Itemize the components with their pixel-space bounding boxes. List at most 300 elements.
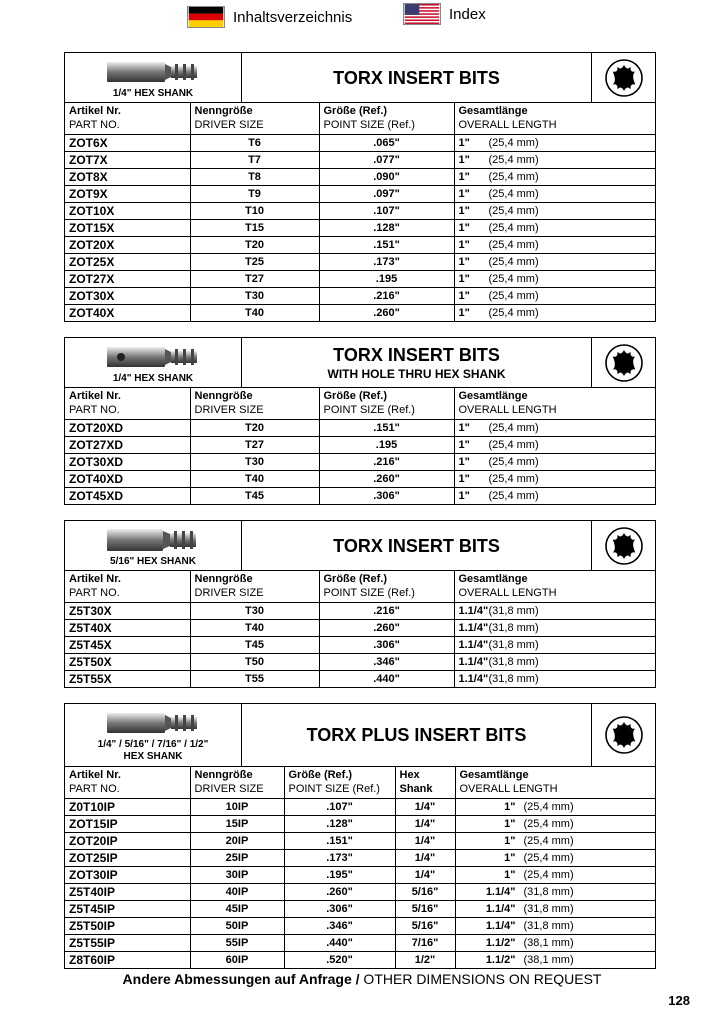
part-number-cell: ZOT25IP: [65, 849, 190, 866]
overall-length-cell: [455, 917, 655, 934]
point-size-cell: .260": [319, 619, 454, 636]
hex-shank-cell: 1/2": [395, 951, 455, 968]
nav-link-inhaltsverzeichnis[interactable]: [187, 6, 352, 28]
driver-size-cell: T30: [190, 287, 319, 304]
header-part-no: [65, 388, 190, 419]
point-size-cell: .151": [284, 832, 395, 849]
section-title: TORX INSERT BITS: [333, 535, 500, 556]
part-number-cell: ZOT27X: [65, 270, 190, 287]
length-inch: 1": [458, 289, 470, 302]
part-number-cell: ZOT27XD: [65, 436, 190, 453]
table-row: [65, 287, 655, 304]
driver-size-cell: T50: [190, 653, 319, 670]
point-size-cell: .107": [284, 798, 395, 815]
length-mm: (25,4 mm): [488, 306, 539, 319]
header-overall-length-de: Gesamtlänge: [458, 573, 528, 585]
table-row: [65, 883, 655, 900]
driver-size-cell: 15IP: [190, 815, 284, 832]
length-inch: 1": [458, 255, 470, 268]
length-inch: 1.1/4": [485, 885, 516, 898]
overall-length-cell: [454, 287, 655, 304]
bit-image-cell: [65, 338, 242, 387]
overall-length-cell: [454, 270, 655, 287]
length-mm: (38,1 mm): [523, 953, 574, 966]
torx-logo-cell: [591, 521, 655, 570]
point-size-cell: .195": [284, 866, 395, 883]
header-part-no: [65, 571, 190, 602]
shank-label: 1/4" HEX SHANK: [112, 88, 194, 99]
overall-length-cell: [455, 798, 655, 815]
part-number-cell: Z5T50IP: [65, 917, 190, 934]
length-mm: (25,4 mm): [488, 438, 539, 451]
part-number-cell: Z5T45IP: [65, 900, 190, 917]
part-number-cell: Z5T30X: [65, 602, 190, 619]
header-point-size-de: Größe (Ref.): [323, 573, 388, 585]
part-number-cell: ZOT40XD: [65, 470, 190, 487]
point-size-cell: .077": [319, 151, 454, 168]
length-mm: (25,4 mm): [488, 238, 539, 251]
overall-length-cell: [454, 670, 655, 687]
header-driver-size-de: Nenngröße: [194, 390, 253, 402]
overall-length-cell: [455, 815, 655, 832]
length-inch: 1": [504, 834, 516, 847]
table-row: [65, 202, 655, 219]
point-size-cell: .216": [319, 602, 454, 619]
top-navigation: [0, 6, 724, 32]
section-title-block: [242, 521, 591, 570]
length-inch: 1.1/2": [485, 936, 516, 949]
table-header-row: [65, 103, 655, 134]
driver-size-cell: T30: [190, 453, 319, 470]
length-mm: (31,8 mm): [488, 672, 539, 685]
header-part-no-de: Artikel Nr.: [69, 390, 121, 402]
length-mm: (31,8 mm): [523, 902, 574, 915]
header-point-size-en: POINT SIZE (Ref.): [323, 587, 415, 599]
length-inch: 1": [458, 438, 470, 451]
section-title: TORX INSERT BITS: [333, 344, 500, 365]
driver-size-cell: 45IP: [190, 900, 284, 917]
header-overall-length-de: Gesamtlänge: [458, 105, 528, 117]
header-point-size-en: POINT SIZE (Ref.): [288, 783, 380, 795]
section-torx-insert-bits-quarter: [64, 52, 656, 322]
header-driver-size: [190, 388, 319, 419]
length-inch: 1": [458, 472, 470, 485]
length-mm: (31,8 mm): [488, 621, 539, 634]
driver-size-cell: 40IP: [190, 883, 284, 900]
header-point-size-de: Größe (Ref.): [288, 769, 353, 781]
driver-size-cell: T27: [190, 436, 319, 453]
part-number-cell: ZOT30XD: [65, 453, 190, 470]
shank-label: [65, 739, 241, 763]
part-number-cell: ZOT10X: [65, 202, 190, 219]
header-driver-size: [190, 767, 284, 798]
shank-label: 5/16" HEX SHANK: [110, 556, 196, 567]
table-row: [65, 436, 655, 453]
header-driver-size-en: DRIVER SIZE: [194, 587, 264, 599]
nav-label-english: Index: [449, 5, 486, 23]
table-row: [65, 134, 655, 151]
part-number-cell: Z5T45X: [65, 636, 190, 653]
point-size-cell: .195: [319, 270, 454, 287]
table-row: [65, 151, 655, 168]
overall-length-cell: [455, 849, 655, 866]
table-row: [65, 236, 655, 253]
point-size-cell: .216": [319, 287, 454, 304]
point-size-cell: .128": [284, 815, 395, 832]
section-title-block: [242, 338, 591, 387]
length-mm: (25,4 mm): [488, 289, 539, 302]
overall-length-cell: [455, 934, 655, 951]
header-overall-length: [455, 767, 655, 798]
length-inch: 1": [458, 238, 470, 251]
table-row: [65, 636, 655, 653]
point-size-cell: .260": [284, 883, 395, 900]
header-point-size-de: Größe (Ref.): [323, 390, 388, 402]
overall-length-cell: [454, 151, 655, 168]
length-mm: (25,4 mm): [488, 255, 539, 268]
overall-length-cell: [454, 470, 655, 487]
hex-shank-cell: 1/4": [395, 832, 455, 849]
point-size-cell: .090": [319, 168, 454, 185]
point-size-cell: .306": [284, 900, 395, 917]
point-size-cell: .107": [319, 202, 454, 219]
length-inch: 1": [458, 489, 470, 502]
header-driver-size-de: Nenngröße: [194, 105, 253, 117]
part-number-cell: ZOT9X: [65, 185, 190, 202]
length-mm: (25,4 mm): [488, 204, 539, 217]
length-mm: (31,8 mm): [523, 919, 574, 932]
length-mm: (25,4 mm): [488, 136, 539, 149]
part-number-cell: Z5T40X: [65, 619, 190, 636]
hex-shank-cell: 1/4": [395, 866, 455, 883]
nav-link-index[interactable]: [403, 3, 486, 25]
table-row: [65, 653, 655, 670]
torx-star-icon: [604, 715, 644, 755]
point-size-cell: .195: [319, 436, 454, 453]
length-inch: 1.1/2": [485, 953, 516, 966]
point-size-cell: .173": [319, 253, 454, 270]
driver-size-cell: 55IP: [190, 934, 284, 951]
table-row: [65, 917, 655, 934]
driver-size-cell: 20IP: [190, 832, 284, 849]
length-mm: (31,8 mm): [488, 655, 539, 668]
footer-note-german: Andere Abmessungen auf Anfrage /: [122, 971, 360, 987]
driver-size-cell: T20: [190, 236, 319, 253]
bit-image-cell: [65, 704, 242, 766]
part-number-cell: Z8T60IP: [65, 951, 190, 968]
driver-size-cell: T30: [190, 602, 319, 619]
footer-note-english: OTHER DIMENSIONS ON REQUEST: [359, 971, 602, 987]
table-row: [65, 253, 655, 270]
header-driver-size: [190, 103, 319, 134]
torx-star-icon: [604, 526, 644, 566]
hex-bit-icon: [105, 525, 200, 555]
parts-table: [65, 103, 655, 321]
overall-length-cell: [454, 619, 655, 636]
section-torx-plus-insert-bits: [64, 703, 656, 969]
torx-logo-cell: [591, 53, 655, 102]
point-size-cell: .173": [284, 849, 395, 866]
header-part-no-de: Artikel Nr.: [69, 573, 121, 585]
header-driver-size-en: DRIVER SIZE: [194, 783, 264, 795]
part-number-cell: ZOT7X: [65, 151, 190, 168]
table-row: [65, 487, 655, 504]
part-number-cell: ZOT15X: [65, 219, 190, 236]
overall-length-cell: [454, 219, 655, 236]
header-point-size: [319, 571, 454, 602]
table-row: [65, 619, 655, 636]
header-part-no: [65, 103, 190, 134]
part-number-cell: ZOT20IP: [65, 832, 190, 849]
length-inch: 1": [504, 817, 516, 830]
table-header-row: [65, 571, 655, 602]
length-mm: (31,8 mm): [488, 638, 539, 651]
table-row: [65, 815, 655, 832]
length-mm: (25,4 mm): [488, 272, 539, 285]
length-mm: (25,4 mm): [523, 868, 574, 881]
header-overall-length-en: OVERALL LENGTH: [459, 783, 558, 795]
length-inch: 1.1/4": [458, 638, 489, 651]
table-row: [65, 419, 655, 436]
length-mm: (25,4 mm): [488, 221, 539, 234]
part-number-cell: ZOT20X: [65, 236, 190, 253]
overall-length-cell: [454, 602, 655, 619]
header-point-size-en: POINT SIZE (Ref.): [323, 404, 415, 416]
part-number-cell: Z5T40IP: [65, 883, 190, 900]
german-flag-icon: [187, 6, 225, 28]
table-row: [65, 866, 655, 883]
torx-logo-cell: [591, 338, 655, 387]
driver-size-cell: T40: [190, 304, 319, 321]
section-title-block: [242, 53, 591, 102]
us-flag-icon: [403, 3, 441, 25]
length-inch: 1": [458, 204, 470, 217]
section-torx-insert-bits-hole: [64, 337, 656, 505]
header-part-no-de: Artikel Nr.: [69, 769, 121, 781]
part-number-cell: Z5T50X: [65, 653, 190, 670]
header-part-no-en: PART NO.: [69, 783, 120, 795]
point-size-cell: .128": [319, 219, 454, 236]
part-number-cell: Z0T10IP: [65, 798, 190, 815]
part-number-cell: ZOT20XD: [65, 419, 190, 436]
length-inch: 1": [458, 136, 470, 149]
section-subtitle: WITH HOLE THRU HEX SHANK: [327, 366, 506, 381]
torx-star-icon: [604, 343, 644, 383]
point-size-cell: .151": [319, 236, 454, 253]
parts-table: [65, 571, 655, 687]
shank-label: 1/4" HEX SHANK: [112, 373, 194, 384]
driver-size-cell: T45: [190, 487, 319, 504]
point-size-cell: .520": [284, 951, 395, 968]
driver-size-cell: T15: [190, 219, 319, 236]
hex-bit-icon: [105, 708, 200, 738]
header-point-size: [319, 103, 454, 134]
driver-size-cell: T8: [190, 168, 319, 185]
point-size-cell: .306": [319, 636, 454, 653]
length-mm: (25,4 mm): [523, 800, 574, 813]
header-part-no: [65, 767, 190, 798]
header-hex-shank: [395, 767, 455, 798]
torx-star-icon: [604, 58, 644, 98]
point-size-cell: .260": [319, 304, 454, 321]
length-inch: 1.1/4": [458, 604, 489, 617]
hex-bit-icon: [105, 57, 200, 87]
driver-size-cell: 60IP: [190, 951, 284, 968]
table-row: [65, 849, 655, 866]
driver-size-cell: T45: [190, 636, 319, 653]
header-hex-shank-de: Hex: [399, 769, 420, 781]
section-title: TORX PLUS INSERT BITS: [306, 725, 527, 745]
driver-size-cell: T9: [190, 185, 319, 202]
header-part-no-en: PART NO.: [69, 119, 120, 131]
part-number-cell: ZOT25X: [65, 253, 190, 270]
part-number-cell: Z5T55X: [65, 670, 190, 687]
length-inch: 1": [458, 272, 470, 285]
length-mm: (25,4 mm): [523, 834, 574, 847]
part-number-cell: ZOT8X: [65, 168, 190, 185]
point-size-cell: .065": [319, 134, 454, 151]
section-header: [65, 338, 655, 388]
length-inch: 1.1/4": [458, 655, 489, 668]
length-mm: (25,4 mm): [488, 421, 539, 434]
table-row: [65, 832, 655, 849]
header-driver-size-de: Nenngröße: [194, 573, 253, 585]
section-title: TORX INSERT BITS: [333, 67, 500, 88]
length-mm: (25,4 mm): [488, 170, 539, 183]
table-row: [65, 934, 655, 951]
overall-length-cell: [454, 202, 655, 219]
length-inch: 1.1/4": [485, 919, 516, 932]
length-inch: 1": [458, 221, 470, 234]
driver-size-cell: 10IP: [190, 798, 284, 815]
point-size-cell: .151": [319, 419, 454, 436]
header-driver-size-en: DRIVER SIZE: [194, 404, 264, 416]
overall-length-cell: [455, 951, 655, 968]
driver-size-cell: T40: [190, 470, 319, 487]
part-number-cell: ZOT40X: [65, 304, 190, 321]
table-header-row: [65, 388, 655, 419]
table-header-row: [65, 767, 655, 798]
header-part-no-de: Artikel Nr.: [69, 105, 121, 117]
length-mm: (31,8 mm): [523, 885, 574, 898]
overall-length-cell: [454, 436, 655, 453]
header-overall-length: [454, 571, 655, 602]
part-number-cell: ZOT45XD: [65, 487, 190, 504]
point-size-cell: .440": [319, 670, 454, 687]
hex-shank-cell: 1/4": [395, 849, 455, 866]
header-driver-size: [190, 571, 319, 602]
driver-size-cell: T6: [190, 134, 319, 151]
header-part-no-en: PART NO.: [69, 587, 120, 599]
driver-size-cell: T10: [190, 202, 319, 219]
length-mm: (25,4 mm): [488, 489, 539, 502]
section-header: [65, 521, 655, 571]
overall-length-cell: [455, 866, 655, 883]
table-row: [65, 453, 655, 470]
shank-label-line2: HEX SHANK: [123, 751, 183, 762]
header-hex-shank-en: Shank: [399, 783, 433, 795]
header-part-no-en: PART NO.: [69, 404, 120, 416]
header-point-size-en: POINT SIZE (Ref.): [323, 119, 415, 131]
length-inch: 1": [504, 851, 516, 864]
table-row: [65, 470, 655, 487]
header-driver-size-en: DRIVER SIZE: [194, 119, 264, 131]
driver-size-cell: T55: [190, 670, 319, 687]
length-mm: (25,4 mm): [523, 851, 574, 864]
length-inch: 1.1/4": [458, 672, 489, 685]
length-inch: 1": [458, 187, 470, 200]
length-mm: (38,1 mm): [523, 936, 574, 949]
length-mm: (31,8 mm): [488, 604, 539, 617]
parts-table: [65, 388, 655, 504]
overall-length-cell: [454, 168, 655, 185]
table-row: [65, 168, 655, 185]
section-header: [65, 53, 655, 103]
header-overall-length-en: OVERALL LENGTH: [458, 119, 557, 131]
table-row: [65, 304, 655, 321]
section-title-block: [242, 704, 591, 766]
page-number: 128: [668, 993, 690, 1008]
overall-length-cell: [454, 487, 655, 504]
table-row: [65, 270, 655, 287]
driver-size-cell: 50IP: [190, 917, 284, 934]
header-driver-size-de: Nenngröße: [194, 769, 253, 781]
length-inch: 1": [458, 170, 470, 183]
length-mm: (25,4 mm): [523, 817, 574, 830]
length-inch: 1": [504, 800, 516, 813]
part-number-cell: ZOT15IP: [65, 815, 190, 832]
parts-table: [65, 767, 655, 968]
driver-size-cell: T7: [190, 151, 319, 168]
point-size-cell: .260": [319, 470, 454, 487]
driver-size-cell: 25IP: [190, 849, 284, 866]
point-size-cell: .216": [319, 453, 454, 470]
driver-size-cell: T27: [190, 270, 319, 287]
footer-note: [0, 971, 724, 987]
header-overall-length-de: Gesamtlänge: [458, 390, 528, 402]
point-size-cell: .306": [319, 487, 454, 504]
overall-length-cell: [454, 304, 655, 321]
section-header: [65, 704, 655, 767]
driver-size-cell: T40: [190, 619, 319, 636]
part-number-cell: ZOT30IP: [65, 866, 190, 883]
length-mm: (25,4 mm): [488, 153, 539, 166]
hex-shank-cell: 5/16": [395, 900, 455, 917]
driver-size-cell: T20: [190, 419, 319, 436]
hex-shank-cell: 5/16": [395, 917, 455, 934]
table-row: [65, 670, 655, 687]
header-point-size-de: Größe (Ref.): [323, 105, 388, 117]
overall-length-cell: [455, 900, 655, 917]
overall-length-cell: [454, 453, 655, 470]
point-size-cell: .097": [319, 185, 454, 202]
length-mm: (25,4 mm): [488, 472, 539, 485]
header-overall-length-de: Gesamtlänge: [459, 769, 529, 781]
point-size-cell: .346": [284, 917, 395, 934]
table-row: [65, 900, 655, 917]
point-size-cell: .440": [284, 934, 395, 951]
header-point-size: [284, 767, 395, 798]
table-row: [65, 185, 655, 202]
table-row: [65, 602, 655, 619]
nav-label-german: Inhaltsverzeichnis: [233, 8, 353, 26]
overall-length-cell: [454, 419, 655, 436]
overall-length-cell: [454, 253, 655, 270]
hex-shank-cell: 1/4": [395, 798, 455, 815]
bit-image-cell: [65, 521, 242, 570]
driver-size-cell: T25: [190, 253, 319, 270]
length-inch: 1.1/4": [485, 902, 516, 915]
